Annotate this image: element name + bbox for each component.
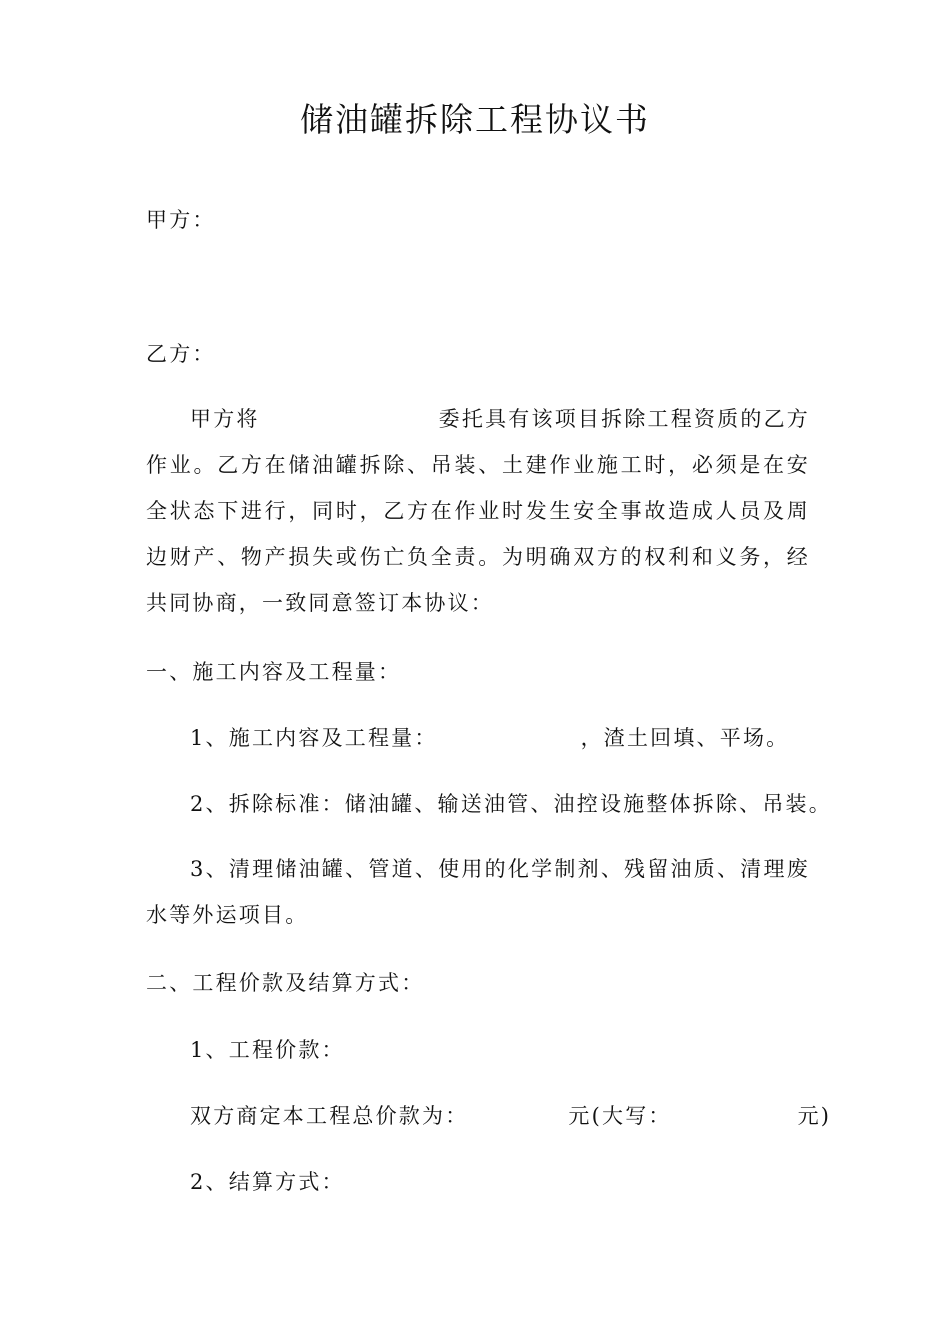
section1-item1 (190, 723, 789, 753)
section2-item2: 2、结算方式： (190, 1170, 345, 1194)
section1-heading: 一、施工内容及工程量： (146, 660, 402, 684)
section2-item1: 1、工程价款： (190, 1038, 345, 1062)
document-title: 储油罐拆除工程协议书 (300, 100, 650, 139)
intro-lead: 甲方将 (190, 407, 260, 431)
price-line (190, 1101, 831, 1131)
section1-item2: 2、拆除标准：储油罐、输送油管、油控设施整体拆除、吊装。 (190, 792, 832, 816)
section1-item1-tail: ，渣土回填、平场。 (580, 726, 790, 750)
section1-item3: 3、清理储油罐、管道、使用的化学制剂、残留油质、清理废水等外运项目。 (146, 857, 810, 927)
intro-paragraph (146, 396, 810, 626)
price-lead: 双方商定本工程总价款为： (190, 1104, 469, 1128)
intro-text: 委托具有该项目拆除工程资质的乙方作业。乙方在储油罐拆除、吊装、土建作业施工时，必须是在安全状态下进行，同时，乙方在作业时发生安全事故造成人员及周边财产、物产损失或伤亡负全责。为明确双方的权利和义务，经共同协商，一致同意签订本协议： (146, 407, 810, 615)
price-unit: 元(大写： (568, 1104, 672, 1128)
section1-item1-lead: 1、施工内容及工程量： (190, 726, 438, 750)
party-b-label: 乙方： (146, 342, 216, 366)
price-end: 元) (797, 1104, 832, 1128)
party-a-label: 甲方： (146, 208, 216, 232)
section2-heading: 二、工程价款及结算方式： (146, 971, 425, 995)
